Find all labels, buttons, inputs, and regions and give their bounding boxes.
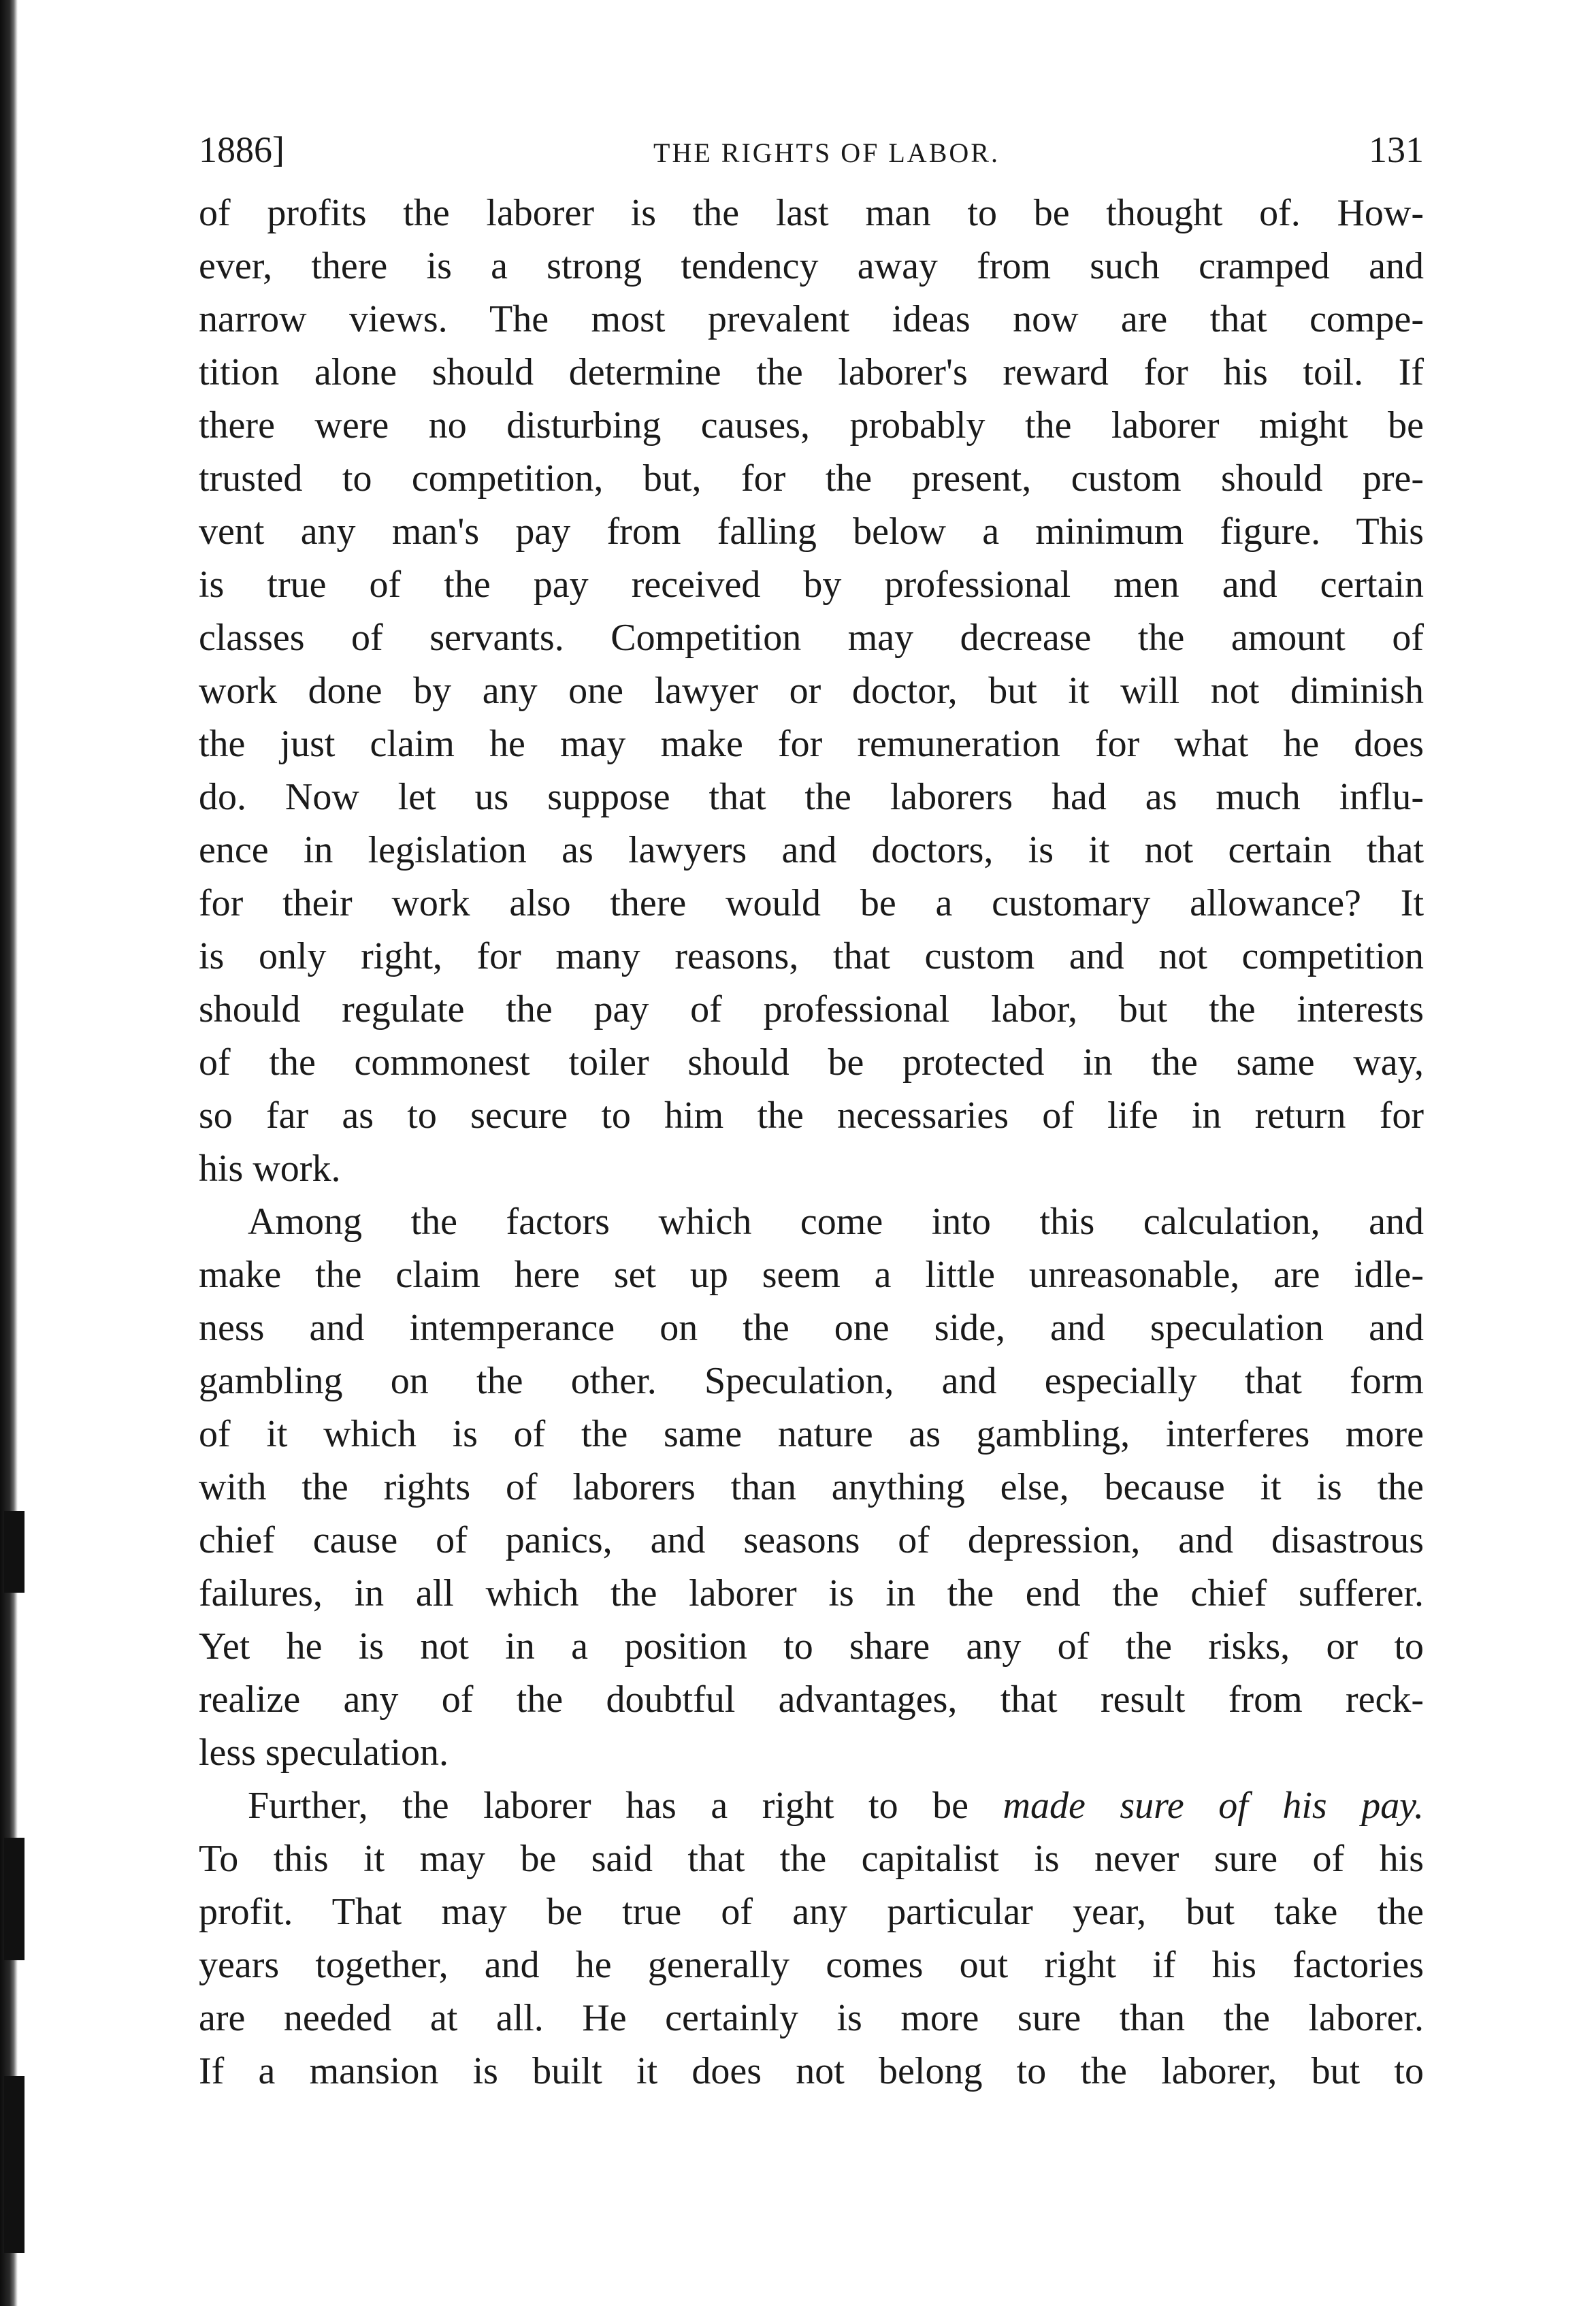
text-line: for their work also there would be a customary allowance? It (199, 882, 1424, 924)
running-head-title: THE RIGHTS OF LABOR. (653, 137, 1000, 168)
text-line: is true of the pay received by professional men and certain (199, 564, 1424, 606)
text-line (199, 1779, 1424, 1832)
paragraph-1 (199, 186, 1424, 1195)
running-head-year: 1886] (199, 129, 284, 170)
text-line: should regulate the pay of professional labor, but the interests (199, 988, 1424, 1030)
text-line: are needed at all. He certainly is more sure than the laborer. (199, 1997, 1424, 2039)
text-line: Among the factors which come into this calculation, and (248, 1201, 1424, 1243)
text-line: of it which is of the same nature as gambling, interferes more (199, 1413, 1424, 1455)
text-line: ence in legislation as lawyers and doctors, is it not certain that (199, 829, 1424, 871)
page-number: 131 (1368, 129, 1424, 170)
text-run: Further, the laborer has a right to be (248, 1785, 1003, 1827)
text-line: realize any of the doubtful advantages, that result from reck- (199, 1678, 1424, 1721)
text-line: Yet he is not in a position to share any of the risks, or to (199, 1625, 1424, 1668)
text-line: of the commonest toiler should be protected in the same way, (199, 1041, 1424, 1084)
text-line: gambling on the other. Speculation, and especially that form (199, 1360, 1424, 1402)
scan-binding-mark (4, 1838, 25, 1960)
text-line: less speculation. (199, 1732, 449, 1774)
text-line: make the claim here set up seem a little unreasonable, are idle- (199, 1254, 1424, 1296)
text-line: tition alone should determine the laborer's reward for his toil. If (199, 351, 1424, 393)
text-line: trusted to competition, but, for the present, custom should pre- (199, 457, 1424, 500)
text-line: of profits the laborer is the last man to be thought of. How- (199, 192, 1424, 234)
text-line: do. Now let us suppose that the laborers had as much influ- (199, 776, 1424, 818)
text-line: ever, there is a strong tendency away from such cramped and (199, 245, 1424, 287)
text-line: work done by any one lawyer or doctor, but it will not diminish (199, 670, 1424, 712)
text-line: his work. (199, 1148, 341, 1190)
text-line: with the rights of laborers than anything else, because it is the (199, 1466, 1424, 1508)
text-line: vent any man's pay from falling below a minimum figure. This (199, 510, 1424, 553)
text-line: so far as to secure to him the necessaries of life in return for (199, 1094, 1424, 1137)
text-line: years together, and he generally comes out right if his factories (199, 1944, 1424, 1986)
text-line: there were no disturbing causes, probably the laborer might be (199, 404, 1424, 446)
text-line: To this it may be said that the capitalist is never sure of his (199, 1838, 1424, 1880)
text-line: ness and intemperance on the one side, and speculation and (199, 1307, 1424, 1349)
text-line: chief cause of panics, and seasons of depression, and disastrous (199, 1519, 1424, 1561)
running-head (199, 129, 1424, 170)
book-page (199, 129, 1424, 2098)
paragraph-3 (199, 1779, 1424, 2098)
scan-binding-mark (4, 1511, 25, 1593)
text-line: failures, in all which the laborer is in the end the chief sufferer. (199, 1572, 1424, 1614)
text-line: classes of servants. Competition may decrease the amount of (199, 617, 1424, 659)
italic-emphasis: made sure of his pay. (1003, 1785, 1424, 1827)
text-line: If a mansion is built it does not belong to the laborer, but to (199, 2050, 1424, 2092)
text-line: the just claim he may make for remuneration for what he does (199, 723, 1424, 765)
paragraph-2 (199, 1195, 1424, 1779)
scan-binding-mark (4, 2076, 25, 2253)
text-line: profit. That may be true of any particular year, but take the (199, 1891, 1424, 1933)
text-line: is only right, for many reasons, that custom and not competition (199, 935, 1424, 977)
text-line: narrow views. The most prevalent ideas now are that compe- (199, 298, 1424, 340)
